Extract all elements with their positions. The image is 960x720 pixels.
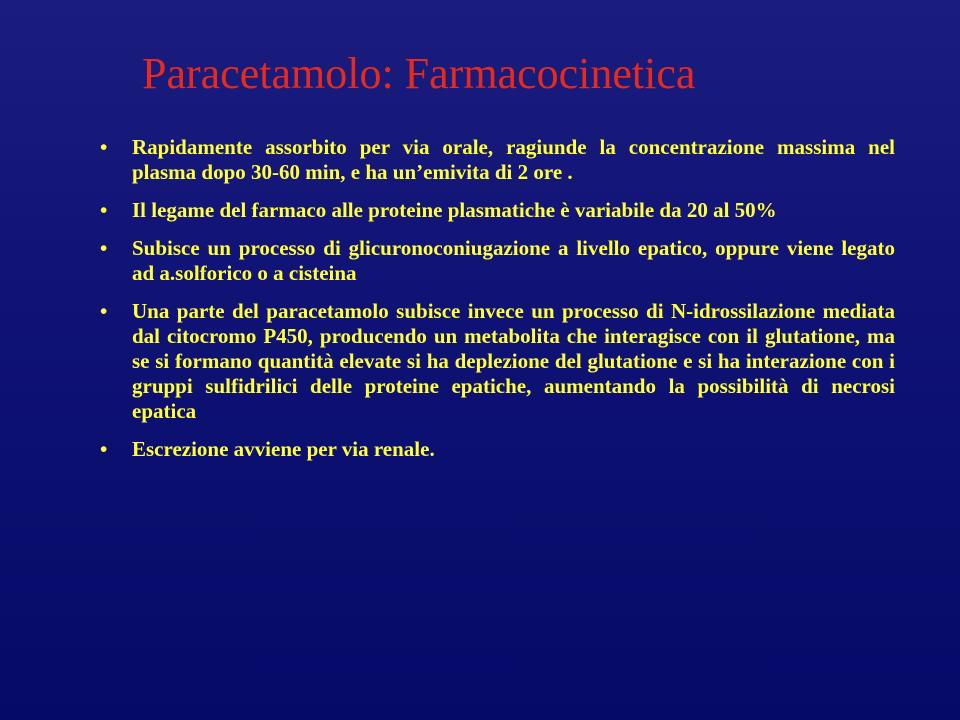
bullet-icon: •	[100, 198, 108, 222]
bullet-icon: •	[100, 299, 108, 323]
bullet-text: Subisce un processo di glicuronoconiugazione a livello epatico, oppure viene legato ad a.solforico o a cisteina	[132, 236, 895, 285]
bullet-text: Rapidamente assorbito per via orale, ragiunde la concentrazione massima nel plasma dopo 30-60 min, e ha un’emivita di 2 ore .	[132, 135, 895, 184]
bullet-item-1	[100, 135, 895, 185]
bullet-item-5	[100, 437, 895, 462]
bullet-text: Il legame del farmaco alle proteine plasmatiche è variabile da 20 al 50%	[132, 198, 777, 222]
bullet-item-2	[100, 198, 895, 223]
bullet-icon: •	[100, 437, 108, 461]
bullet-text: Una parte del paracetamolo subisce invece un processo di N-idrossilazione mediata dal citocromo P450, producendo un metabolita che interagisce con il glutatione, ma se si formano quantità elevate si ha deplezione del glutatione e si ha interazione con i gruppi sulfidrilici delle proteine epatiche, aumentando la possibilità di necrosi epatica	[132, 299, 895, 423]
bullet-icon: •	[100, 135, 108, 159]
slide-title: Paracetamolo: Farmacocinetica	[142, 49, 696, 98]
bullet-icon: •	[100, 236, 108, 260]
bullet-item-3	[100, 236, 895, 286]
bullet-list	[100, 135, 895, 475]
bullet-item-4	[100, 299, 895, 424]
bullet-text: Escrezione avviene per via renale.	[132, 437, 435, 461]
